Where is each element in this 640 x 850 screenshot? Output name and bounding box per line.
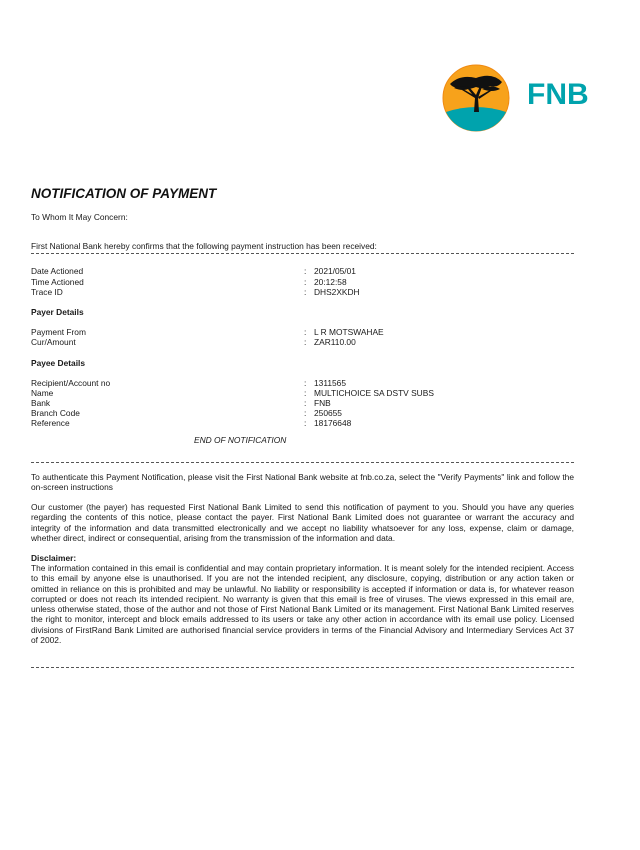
detail-value: 2021/05/01 — [314, 266, 356, 277]
page-title: NOTIFICATION OF PAYMENT — [31, 186, 217, 201]
detail-label: Recipient/Account no — [31, 377, 111, 388]
detail-row — [31, 337, 574, 347]
detail-colon: : — [304, 377, 307, 388]
detail-row — [31, 408, 574, 418]
fnb-thorn-tree-icon — [443, 65, 509, 131]
detail-value: 1311565 — [314, 377, 346, 388]
detail-value: ZAR110.00 — [314, 337, 356, 348]
detail-value: L R MOTSWAHAE — [314, 327, 384, 338]
greeting: To Whom It May Concern: — [31, 212, 128, 222]
payer-details — [31, 327, 574, 347]
detail-row — [31, 398, 574, 408]
detail-row — [31, 277, 574, 287]
detail-row — [31, 378, 574, 388]
detail-label: Trace ID — [31, 286, 63, 297]
confirmation-text: First National Bank hereby confirms that the following payment instruction has been received: — [31, 241, 377, 252]
detail-colon: : — [304, 286, 307, 297]
detail-row — [31, 388, 574, 398]
detail-colon: : — [304, 266, 307, 277]
detail-value: FNB — [314, 398, 331, 409]
detail-label: Date Actioned — [31, 266, 84, 277]
detail-colon: : — [304, 387, 307, 398]
detail-value: 250655 — [314, 408, 342, 419]
detail-label: Cur/Amount — [31, 337, 76, 348]
payee-details-heading: Payee Details — [31, 357, 86, 368]
detail-value: 18176648 — [314, 418, 352, 429]
detail-colon: : — [304, 398, 307, 409]
detail-label: Branch Code — [31, 408, 80, 419]
detail-value: DHS2XKDH — [314, 286, 360, 297]
detail-row — [31, 287, 574, 297]
disclaimer-body: The information contained in this email is confidential and may contain proprietary information. It is meant solely for the intended recipient. Access to this email by anyone else is unauthorised. If you are not the intended recipient, any disclosure, copying, distribution or any action taken or omitted in reliance on this is prohibited and may be unlawful. No liability or responsibility is accepted if information or data is, for whatever reason corrupted or does not reach its intended recipient. No warranty is given that this email is free of viruses. The views expressed in this email are, unless otherwise stated, those of the author and not those of First National Bank Limited or its management. First National Bank Limited reserves the right to monitor, intercept and block emails addressed to its users or take any other action in accordance with its email use policy. Licensed divisions of FirstRand Bank Limited are authorised financial service providers in terms of the Financial Advisory and Intermediary Services Act 37 of 2002. — [31, 563, 574, 645]
detail-row — [31, 327, 574, 337]
authentication-instructions: To authenticate this Payment Notification, please visit the First National Bank website at fnb.co.za, select the "Verify Payments" link and follow the on-screen instructions — [31, 471, 574, 493]
detail-label: Time Actioned — [31, 276, 84, 287]
detail-label: Reference — [31, 418, 70, 429]
end-of-notification: END OF NOTIFICATION — [194, 434, 287, 445]
detail-colon: : — [304, 276, 307, 287]
detail-value: MULTICHOICE SA DSTV SUBS — [314, 387, 434, 398]
divider — [31, 667, 574, 668]
detail-colon: : — [304, 418, 307, 429]
payment-notification — [31, 186, 574, 668]
disclaimer-heading: Disclaimer: — [31, 553, 77, 564]
detail-label: Payment From — [31, 327, 86, 338]
detail-label: Name — [31, 387, 54, 398]
transaction-details — [31, 266, 574, 297]
customer-notice: Our customer (the payer) has requested First National Bank Limited to send this notification of payment to you. Should you have any queries regarding the contents of this notice, please contact the payer. First National Bank Limited does not guarantee or warrant the accuracy and integrity of the information and data transmitted electronically and we accept no liability whatsoever for any loss, expense, claim or damage, whether direct, indirect or consequential, arising from the transmission of the information and data. — [31, 502, 574, 543]
payer-details-heading: Payer Details — [31, 306, 84, 317]
detail-colon: : — [304, 327, 307, 338]
payee-details — [31, 378, 574, 429]
detail-colon: : — [304, 408, 307, 419]
fnb-wordmark: FNB — [527, 78, 589, 111]
detail-value: 20:12:58 — [314, 276, 347, 287]
detail-label: Bank — [31, 398, 51, 409]
detail-colon: : — [304, 337, 307, 348]
detail-row — [31, 418, 574, 428]
detail-row — [31, 266, 574, 276]
